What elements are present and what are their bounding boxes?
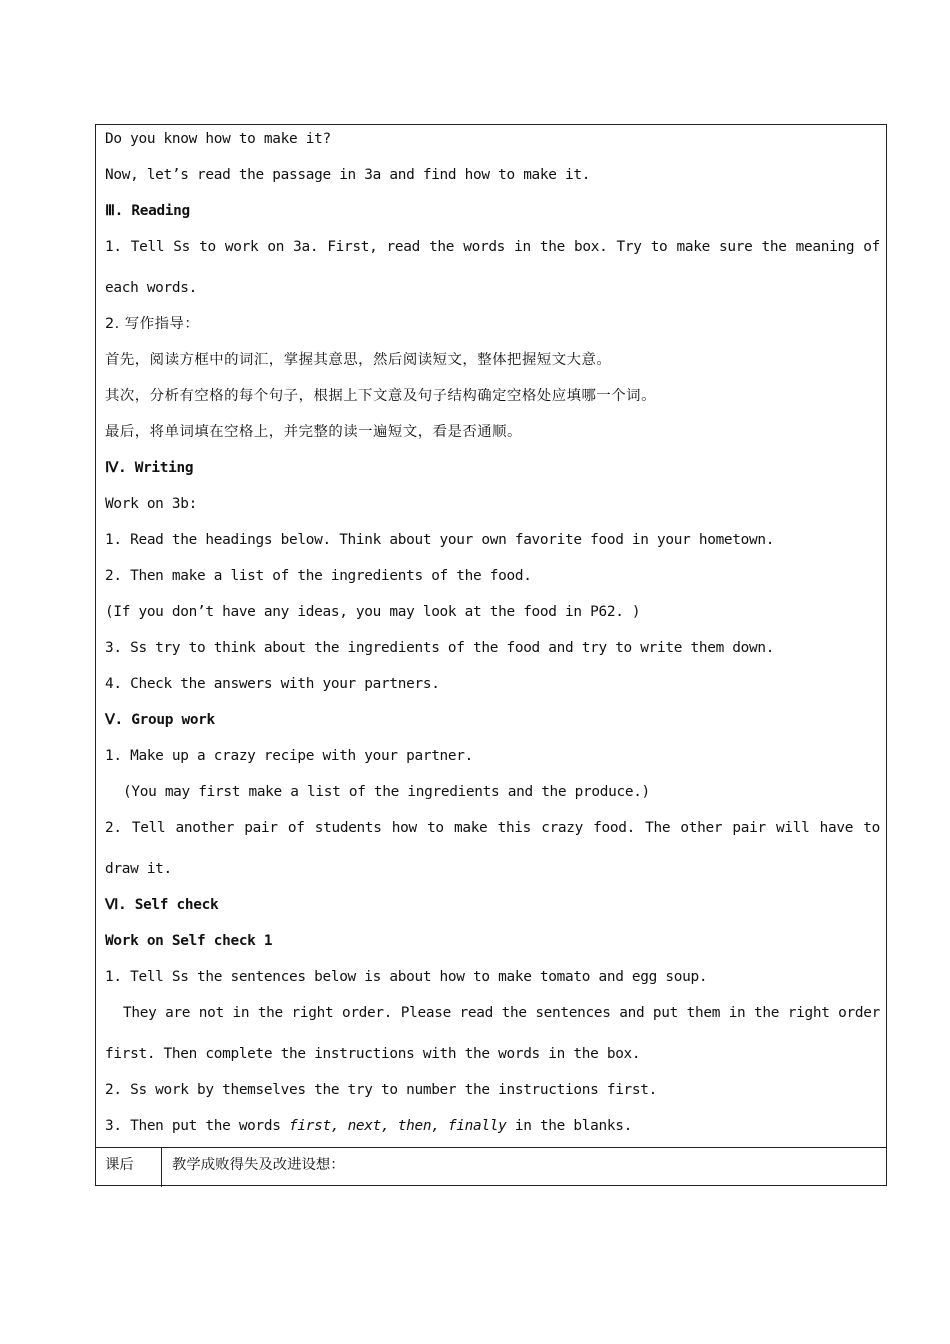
text-line: 1. Tell Ss to work on 3a. First, read the words in the box. Try to make sure the meaning of <box>105 239 880 255</box>
section-heading-group-work: Ⅴ. Group work <box>105 712 215 728</box>
text-segment: in the blanks. <box>506 1118 632 1134</box>
subheading-self-check-1: Work on Self check 1 <box>105 933 273 949</box>
text-line: draw it. <box>105 861 172 877</box>
text-line: 2. 写作指导： <box>105 316 200 332</box>
lesson-plan-table <box>95 124 887 1186</box>
text-line: 最后，将单词填在空格上，并完整的读一遍短文，看是否通顺。 <box>105 424 522 440</box>
text-line: 1. Make up a crazy recipe with your partner. <box>105 748 474 764</box>
italic-words: first, next, then, finally <box>289 1118 507 1134</box>
text-line: They are not in the right order. Please read the sentences and put them in the right order <box>123 1005 880 1021</box>
text-line: first. Then complete the instructions with the words in the box. <box>105 1046 641 1062</box>
text-line: 4. Check the answers with your partners. <box>105 676 440 692</box>
text-line: 3. Ss try to think about the ingredients of the food and try to write them down. <box>105 640 775 656</box>
text-line: 1. Read the headings below. Think about your own favorite food in your hometown. <box>105 532 775 548</box>
section-heading-self-check: Ⅵ. Self check <box>105 897 219 913</box>
reflection-note: 教学成败得失及改进设想： <box>172 1157 345 1173</box>
text-line: (You may first make a list of the ingredients and the produce.) <box>123 784 650 800</box>
text-segment: 3. Then put the words <box>105 1118 290 1134</box>
text-line: 首先，阅读方框中的词汇，掌握其意思，然后阅读短文，整体把握短文大意。 <box>105 352 612 368</box>
text-line <box>105 1112 880 1148</box>
after-class-label: 课后 <box>96 1148 162 1187</box>
text-line: 2. Tell another pair of students how to make this crazy food. The other pair will have to <box>105 820 880 836</box>
text-line: 1. Tell Ss the sentences below is about how to make tomato and egg soup. <box>105 969 708 985</box>
text-line: 2. Ss work by themselves the try to number the instructions first. <box>105 1082 658 1098</box>
reflection-row <box>96 1147 886 1187</box>
text-line: 其次，分析有空格的每个句子，根据上下文意及句子结构确定空格处应填哪一个词。 <box>105 388 656 404</box>
lesson-content <box>105 125 880 1148</box>
section-heading-writing: Ⅳ. Writing <box>105 460 194 476</box>
text-line: (If you don’t have any ideas, you may look at the food in P62. ) <box>105 604 641 620</box>
text-line: Now, let’s read the passage in 3a and find how to make it. <box>105 167 591 183</box>
text-line: 2. Then make a list of the ingredients of the food. <box>105 568 532 584</box>
text-line: Work on 3b: <box>105 496 198 512</box>
text-line: each words. <box>105 280 198 296</box>
text-line: Do you know how to make it? <box>105 131 331 147</box>
section-heading-reading: Ⅲ. Reading <box>105 203 190 219</box>
